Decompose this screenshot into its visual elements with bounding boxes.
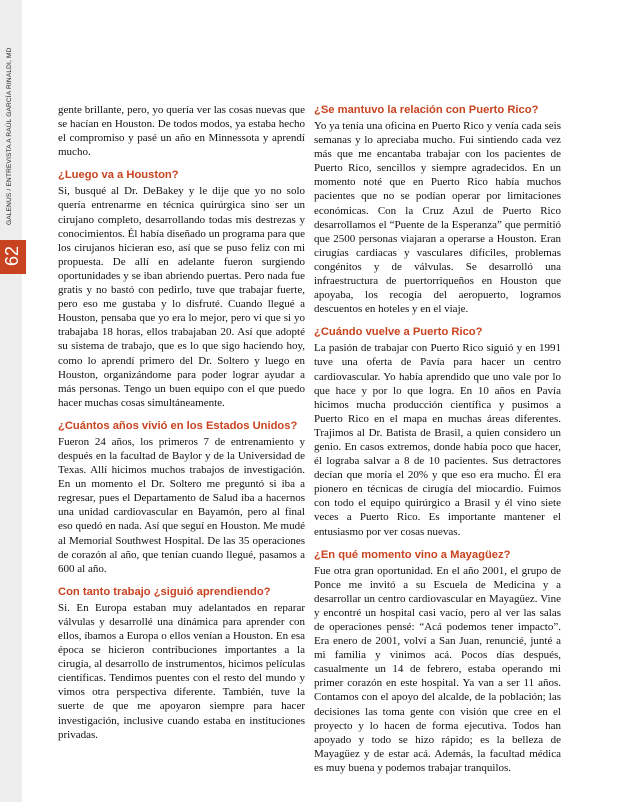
question-heading: ¿En qué momento vino a Mayagüez? [314, 548, 511, 561]
question-heading: ¿Se mantuvo la relación con Puerto Rico? [314, 104, 539, 116]
question-heading: ¿Cuándo vuelve a Puerto Rico? [314, 326, 483, 339]
question-heading: Con tanto trabajo ¿siguió aprendiendo? [58, 585, 271, 598]
header-separator: / [6, 188, 13, 191]
sidebar-strip [0, 0, 22, 802]
answer-paragraph: Fueron 24 años, los primeros 7 de entrenamiento y después en la facultad de Baylor y de la Universidad de Texas. Allí hicimos muchos trabajos de investigación. En un momento el Dr. Soltero me preguntó si iba a regresar, pues el Departamento de Salud iba a hacernos una unidad cardiovascular en Bayamón, pero al final eso quedó en nada. Así que seguí en Houston. Me mudé al Memorial Southwest Hospital. De las 35 operaciones de corazón al año, que tenían cuando llegué, pasamos a 600 al año. [58, 435, 305, 575]
publication-name: GALENUS [6, 192, 13, 225]
left-column [58, 103, 305, 742]
page-number-badge [0, 240, 26, 274]
answer-paragraph: La pasión de trabajar con Puerto Rico siguió y en 1991 tuve una oferta de Pavía para hacer un centro cardiovascular. Yo había aprendido que uno vale por lo que hace y por lo que logra. En 10 años en Pavía hicimos mucha producción científica y pusimos a Puerto Rico en el mapa en muchas áreas diferentes. Trajimos al Dr. Batista de Brasil, a quien considero un genio. En casos extremos, donde había poco que hacer, él lograba salvar a 8 de 10 pacientes. Sus detractores decían que moría el 20% y que eso era mucho. Él era pionero en técnicas de cirugía del miocardio. Fuimos con todo el equipo quirúrgico a Brasil y él vino siete veces a Puerto Rico. Es importante mantener el entusiasmo por ver cosas nuevas. [314, 342, 561, 538]
question-heading: ¿Cuántos años vivió en los Estados Unidos? [58, 419, 298, 432]
intro-paragraph: gente brillante, pero, yo quería ver las cosas nuevas que se hacían en Houston. De todos modos, ya estaba hecho el compromiso y pasé un año en Minnessota y aprendí mucho. [58, 104, 305, 159]
answer-paragraph: Fue otra gran oportunidad. En el año 2001, el grupo de Ponce me invitó a su Escuela de Medicina y a desarrollar un centro cardiovascular en Mayagüez. Vine y encontré un hospital casi vacío, pero al ver las salas de operaciones pensé: “Acá podemos tener impacto”. Era enero de 2001, volví a San Juan, renuncié, junté a mi familia y vinimos acá. Pocos días después, casualmente un 14 de febrero, estaba operando mi primer corazón en este hospital. Ya van a ser 11 años. Contamos con el apoyo del alcalde, de la población; las decisiones las toma gente con visión que cree en el proyecto y lo hacen de forma ejecutiva. Todos han apoyado y todo se hizo rápido; es la belleza de Mayagüez y de estar acá. Además, la facultad médica es muy buena y podemos trabajar tranquilos. [314, 564, 561, 774]
answer-paragraph: Si. En Europa estaban muy adelantados en reparar válvulas y desarrollé una dinámica para aprender con ellos, íbamos a Europa o ellos venían a Houston. En esa época se hicieron contribuciones importantes a la cirugía, al desarrollo de instrumentos, hicimos películas científicas. Tendimos puentes con el resto del mundo y vimos otra perspectiva diferente. También, tuve la suerte de que me apoyaron siempre para hacer investigación, inclusive cuando estaba en instituciones privadas. [58, 601, 305, 741]
page-number: 62 [2, 245, 22, 266]
answer-paragraph: Si, busqué al Dr. DeBakey y le dije que yo no solo quería entrenarme en técnica quirúrgica sino ser un cirujano completo, desarrollando todas mis destrezas y conocimientos. Él había diseñado un programa para que los cirujanos hicieran eso, así que se puso feliz con mi propuesta. De allí en adelante fueron surgiendo oportunidades y se iban abriendo puertas. Pero nada fue gratis y no bastó con pedirlo, tuve que trabajar fuerte, pero eso me gustaba y lo disfruté. Cuando llegué a Houston, pensaba que yo era lo mejor, pero vi que si yo trabajaba 18 horas, ellos trabajaban 20. Así que adopté su sistema de trabajo, que es lo que sigo haciendo hoy, como lo aprendí primero del Dr. Soltero y luego en Houston, organizándome para poder lograr ayudar a más personas. Tengo un buen equipo con el que puedo hacer muchas cosas simultáneamente. [58, 185, 305, 409]
right-column [314, 103, 561, 775]
section-name: ENTREVISTA A RAÚL GARCÍA RINALDI, MD [6, 47, 13, 187]
answer-paragraph: Yo ya tenía una oficina en Puerto Rico y venía cada seis semanas y lo apreciaba mucho. Fui sintiendo cada vez más que me encantaba trabajar con los pacientes de Puerto Rico, sencillos y siempre agradecidos. En un momento noté que en Puerto Rico había muchos pacientes que no se podían operar por limitaciones económicas. Con la Cruz Azul de Puerto Rico desarrollamos el “Puente de la Esperanza” que permitió que 2500 personas viajaran a operarse a Houston. Eran cirugías cardiacas y vasculares difíciles, problemas congénitos y de válvulas. Se desarrolló una infraestructura de puertorriqueños en Houston que apoyaba, los recogía del aeropuerto, logramos descuentos en hoteles y en el viaje. [314, 120, 561, 316]
question-heading: ¿Luego va a Houston? [58, 169, 179, 182]
